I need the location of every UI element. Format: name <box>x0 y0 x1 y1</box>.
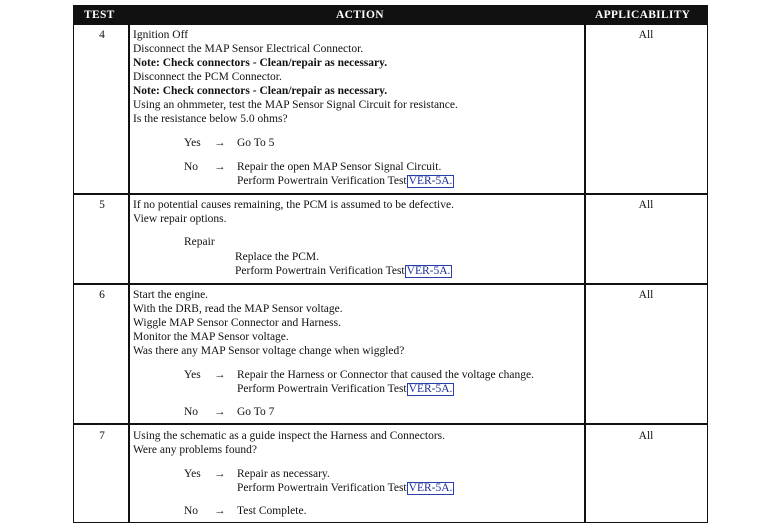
action-line: View repair options. <box>133 213 227 225</box>
no-result: Go To 7 <box>237 406 275 418</box>
action-line: Monitor the MAP Sensor voltage. <box>133 331 289 343</box>
verification-text: Perform Powertrain Verification Test <box>237 383 407 395</box>
verification-text: Perform Powertrain Verification Test <box>235 265 405 277</box>
test-number: 6 <box>99 289 105 301</box>
arrow-icon: → <box>214 468 226 480</box>
ver-5a-link[interactable]: VER-5A. <box>408 383 453 395</box>
header-applicability: APPLICABILITY <box>595 9 691 21</box>
ver-5a-link[interactable]: VER-5A. <box>406 265 451 277</box>
applicability-value: All <box>638 289 654 301</box>
yes-result: Go To 5 <box>237 137 275 149</box>
action-line: Using the schematic as a guide inspect the Harness and Connectors. <box>133 430 446 442</box>
action-note: Note: Check connectors - Clean/repair as necessary. <box>133 57 388 69</box>
no-label: No <box>184 161 199 173</box>
action-line: Ignition Off <box>133 29 189 41</box>
row-divider <box>74 423 707 425</box>
no-result: Test Complete. <box>237 505 307 517</box>
column-divider <box>128 6 130 522</box>
action-line: Disconnect the MAP Sensor Electrical Connector. <box>133 43 364 55</box>
verification-text: Perform Powertrain Verification Test <box>237 175 407 187</box>
action-line: Using an ohmmeter, test the MAP Sensor Signal Circuit for resistance. <box>133 99 458 111</box>
no-result: Repair the open MAP Sensor Signal Circuit. <box>237 161 442 173</box>
test-number: 7 <box>99 430 105 442</box>
arrow-icon: → <box>214 505 226 517</box>
action-question: Is the resistance below 5.0 ohms? <box>133 113 288 125</box>
test-number: 5 <box>99 199 105 211</box>
header-test: TEST <box>84 9 115 21</box>
yes-label: Yes <box>184 369 201 381</box>
action-line: If no potential causes remaining, the PCM is assumed to be defective. <box>133 199 454 211</box>
no-label: No <box>184 505 199 517</box>
applicability-value: All <box>638 430 654 442</box>
arrow-icon: → <box>214 137 226 149</box>
table-header <box>74 6 707 25</box>
applicability-value: All <box>638 199 654 211</box>
repair-label: Repair <box>184 236 215 248</box>
repair-result: Replace the PCM. <box>235 251 319 263</box>
ver-5a-link[interactable]: VER-5A. <box>408 482 453 494</box>
action-line: Wiggle MAP Sensor Connector and Harness. <box>133 317 341 329</box>
verification-line <box>237 175 454 188</box>
row-divider <box>74 193 707 195</box>
verification-text: Perform Powertrain Verification Test <box>237 482 407 494</box>
ver-5a-link[interactable]: VER-5A. <box>408 175 453 187</box>
yes-result: Repair as necessary. <box>237 468 330 480</box>
arrow-icon: → <box>214 406 226 418</box>
action-question: Were any problems found? <box>133 444 257 456</box>
test-number: 4 <box>99 29 105 41</box>
action-line: Disconnect the PCM Connector. <box>133 71 282 83</box>
action-question: Was there any MAP Sensor voltage change when wiggled? <box>133 345 405 357</box>
row-divider <box>74 283 707 285</box>
column-divider <box>584 6 586 522</box>
header-action: ACTION <box>336 9 384 21</box>
verification-line <box>237 482 454 495</box>
verification-line <box>237 383 454 396</box>
arrow-icon: → <box>214 161 226 173</box>
action-note: Note: Check connectors - Clean/repair as necessary. <box>133 85 388 97</box>
yes-label: Yes <box>184 137 201 149</box>
no-label: No <box>184 406 199 418</box>
action-line: With the DRB, read the MAP Sensor voltage. <box>133 303 343 315</box>
yes-label: Yes <box>184 468 201 480</box>
applicability-value: All <box>638 29 654 41</box>
yes-result: Repair the Harness or Connector that caused the voltage change. <box>237 369 534 381</box>
diagnostic-table <box>73 5 708 523</box>
action-line: Start the engine. <box>133 289 209 301</box>
verification-line <box>235 265 452 278</box>
arrow-icon: → <box>214 369 226 381</box>
